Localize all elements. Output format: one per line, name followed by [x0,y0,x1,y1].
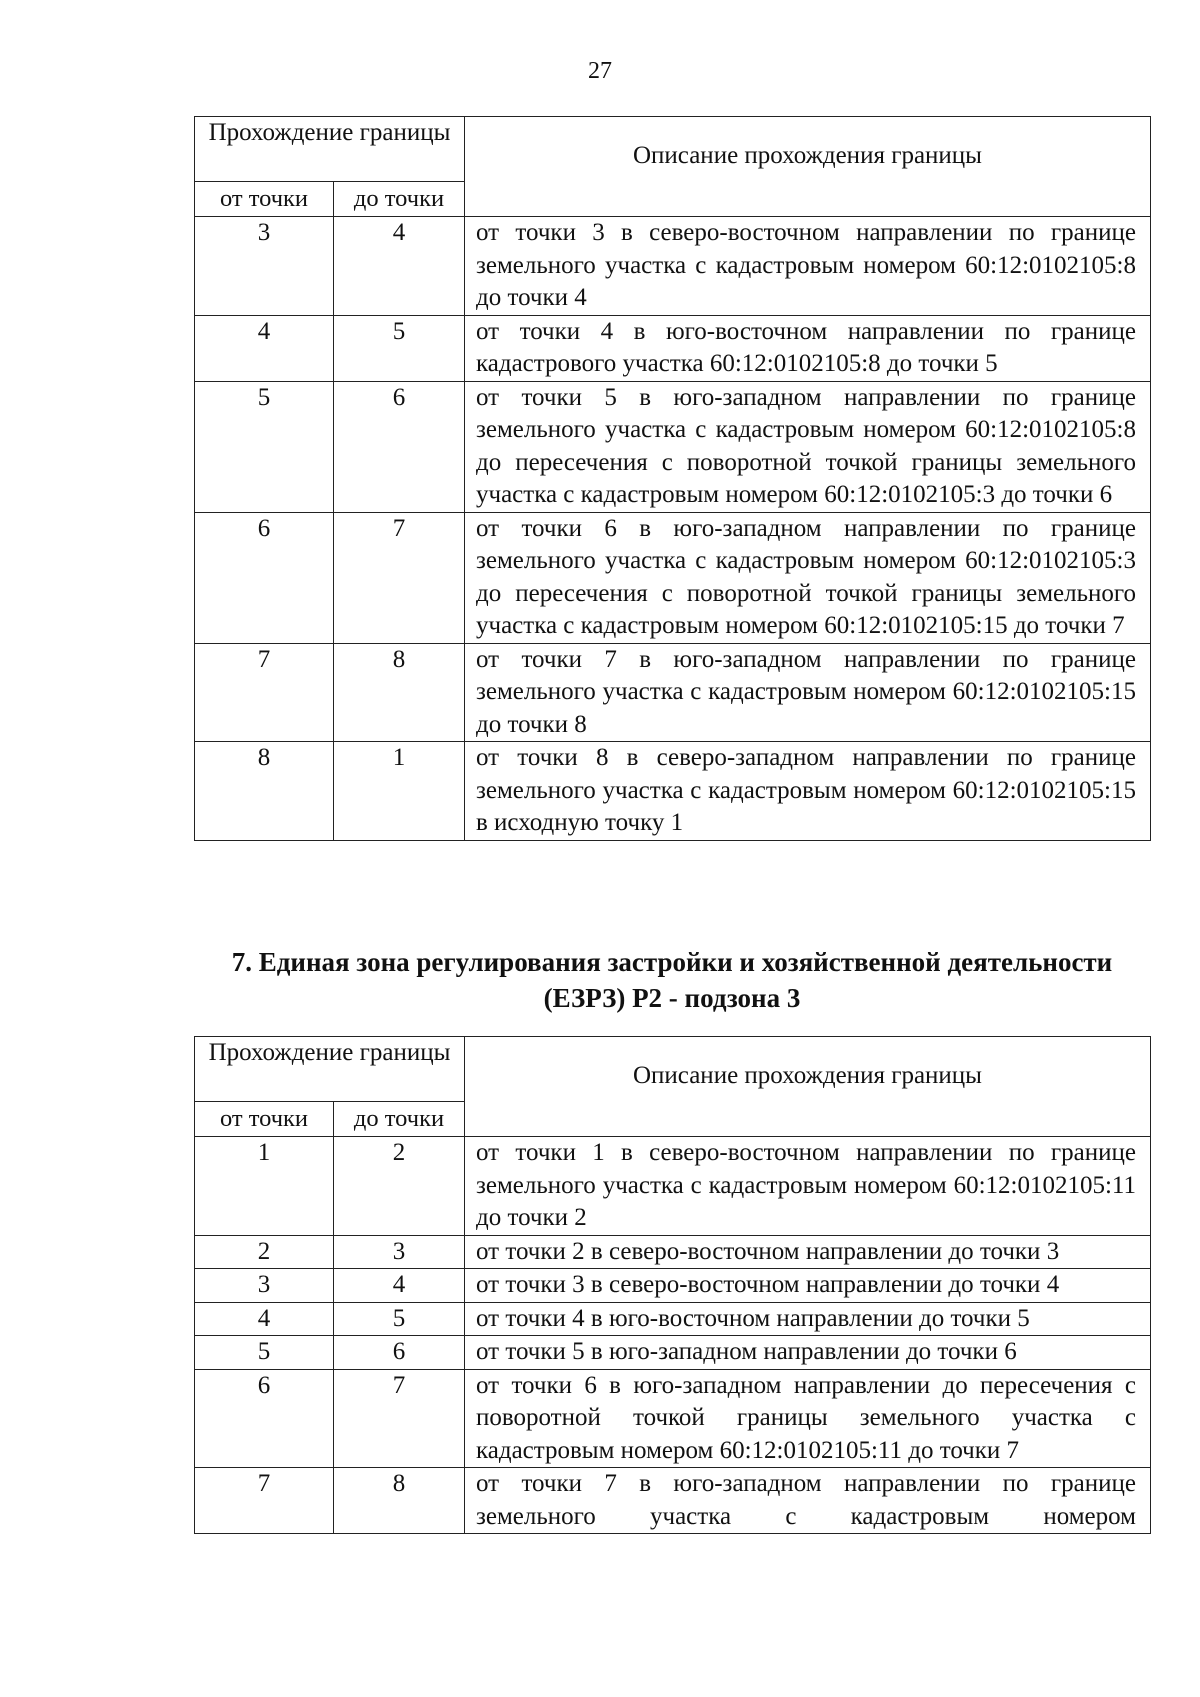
to-point: 4 [334,1269,465,1303]
from-point: 1 [195,1137,334,1236]
to-point: 6 [334,381,465,512]
table-row [195,1302,1151,1336]
header-to-point: до точки [334,182,465,217]
table-row [195,643,1151,742]
section-title [194,944,1150,1016]
header-boundary-passage: Прохождение границы [195,117,465,182]
boundary-description: от точки 6 в юго-западном направлении по границе земельного участка с кадастровым номером 60:12:0102105:3 до пересечения с поворотной точкой границы земельного участка с кадастровым номером 60:12:0102105:15 до точки 7 [465,512,1151,643]
boundary-description: от точки 8 в северо-западном направлении по границе земельного участка с кадастровым номером 60:12:0102105:15 в исходную точку 1 [465,742,1151,841]
boundary-description: от точки 7 в юго-западном направлении по границе земельного участка с кадастровым номером [465,1468,1151,1534]
table-row [195,742,1151,841]
table-row [195,217,1151,316]
to-point: 7 [334,512,465,643]
section-title-line-2: (ЕЗРЗ) Р2 - подзона 3 [543,983,801,1013]
to-point: 8 [334,1468,465,1534]
from-point: 2 [195,1235,334,1269]
table-row [195,315,1151,381]
section-title-line-1: 7. Единая зона регулирования застройки и хозяйственной деятельности [231,947,1113,977]
table-row [195,1269,1151,1303]
to-point: 4 [334,217,465,316]
from-point: 5 [195,381,334,512]
boundary-description: от точки 2 в северо-восточном направлении до точки 3 [465,1235,1151,1269]
to-point: 7 [334,1369,465,1468]
boundary-description: от точки 3 в северо-восточном направлении по границе земельного участка с кадастровым номером 60:12:0102105:8 до точки 4 [465,217,1151,316]
from-point: 6 [195,1369,334,1468]
from-point: 6 [195,512,334,643]
header-boundary-passage: Прохождение границы [195,1037,465,1102]
table-row [195,1137,1151,1236]
boundary-description: от точки 5 в юго-западном направлении по границе земельного участка с кадастровым номером 60:12:0102105:8 до пересечения с поворотной точкой границы земельного участка с кадастровым номером 60:12:0102105:3 до точки 6 [465,381,1151,512]
header-boundary-description: Описание прохождения границы [465,117,1151,217]
to-point: 6 [334,1336,465,1370]
header-from-point: от точки [195,182,334,217]
table-row [195,1468,1151,1534]
header-from-point: от точки [195,1102,334,1137]
from-point: 7 [195,1468,334,1534]
boundary-description: от точки 4 в юго-восточном направлении до точки 5 [465,1302,1151,1336]
boundary-table-2 [194,1036,1151,1534]
from-point: 7 [195,643,334,742]
header-to-point: до точки [334,1102,465,1137]
to-point: 3 [334,1235,465,1269]
from-point: 5 [195,1336,334,1370]
from-point: 3 [195,217,334,316]
table-row [195,1235,1151,1269]
boundary-description: от точки 3 в северо-восточном направлении до точки 4 [465,1269,1151,1303]
table-row [195,1369,1151,1468]
boundary-description: от точки 5 в юго-западном направлении до точки 6 [465,1336,1151,1370]
from-point: 4 [195,1302,334,1336]
to-point: 2 [334,1137,465,1236]
from-point: 4 [195,315,334,381]
to-point: 1 [334,742,465,841]
header-boundary-description: Описание прохождения границы [465,1037,1151,1137]
to-point: 8 [334,643,465,742]
boundary-description: от точки 7 в юго-западном направлении по границе земельного участка с кадастровым номером 60:12:0102105:15 до точки 8 [465,643,1151,742]
boundary-description: от точки 4 в юго-восточном направлении по границе кадастрового участка 60:12:0102105:8 до точки 5 [465,315,1151,381]
table-row [195,1336,1151,1370]
to-point: 5 [334,1302,465,1336]
table-row [195,512,1151,643]
from-point: 8 [195,742,334,841]
to-point: 5 [334,315,465,381]
boundary-description: от точки 6 в юго-западном направлении до пересечения с поворотной точкой границы земельного участка с кадастровым номером 60:12:0102105:11 до точки 7 [465,1369,1151,1468]
page-number: 27 [588,58,612,84]
from-point: 3 [195,1269,334,1303]
table-row [195,381,1151,512]
boundary-table-1 [194,116,1151,841]
boundary-description: от точки 1 в северо-восточном направлении по границе земельного участка с кадастровым номером 60:12:0102105:11 до точки 2 [465,1137,1151,1236]
